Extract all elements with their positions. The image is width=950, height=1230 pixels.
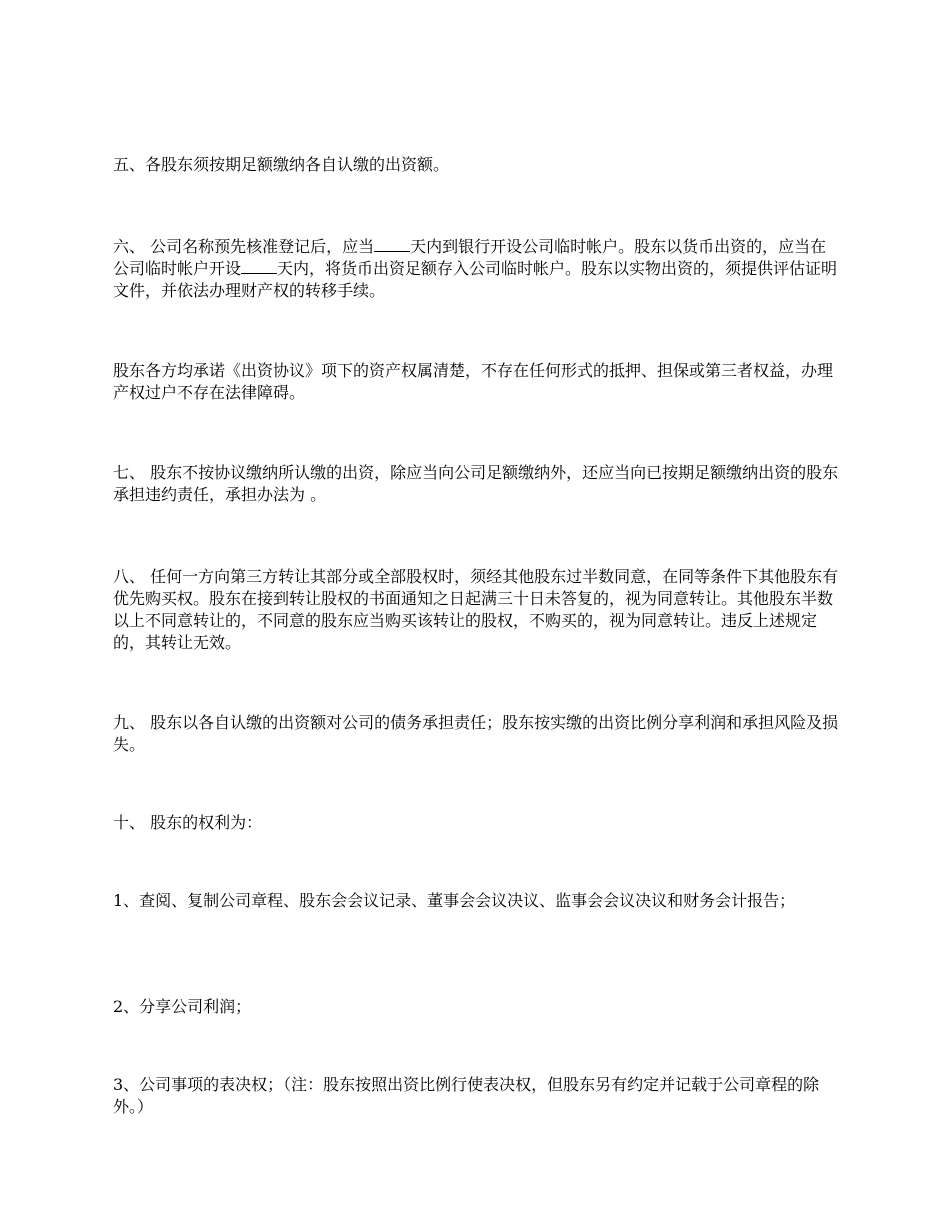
clause-6-part-b: 天内到银行开设公司临时帐户。股东以货币出资的，应当在公司临时帐户开设: [113, 237, 827, 278]
right-1: 1、查阅、复制公司章程、股东会会议记录、董事会会议决议、监事会会议决议和财务会计报告；: [113, 891, 796, 910]
blank-days-1: [374, 237, 410, 252]
assets-commitment: 股东各方均承诺《出资协议》项下的资产权属清楚，不存在任何形式的抵押、担保或第三者权益，办理产权过户不存在法律障碍。: [113, 361, 834, 402]
right-3: 3、公司事项的表决权；（注：股东按照出资比例行使表决权，但股东另有约定并记载于公司章程的除外。）: [113, 1075, 820, 1116]
clause-6-part-c: 天内，将货币出资足额存入公司临时帐户。股东以实物出资的，须提供评估证明文件，并依法办理财产权的转移手续。: [113, 259, 838, 300]
clause-9: 九、 股东以各自认缴的出资额对公司的债务承担责任；股东按实缴的出资比例分享利润和承担风险及损失。: [113, 713, 839, 754]
clause-5: 五、各股东须按期足额缴纳各自认缴的出资额。: [113, 155, 450, 174]
clause-7: 七、 股东不按协议缴纳所认缴的出资，除应当向公司足额缴纳外，还应当向已按期足额缴纳出资的股东承担违约责任，承担办法为 。: [113, 463, 839, 504]
clause-6-part-a: 六、 公司名称预先核准登记后，应当: [113, 237, 375, 256]
clause-6: [113, 236, 841, 302]
right-2: 2、分享公司利润；: [113, 997, 252, 1016]
clause-10: 十、 股东的权利为：: [113, 813, 263, 832]
blank-days-2: [241, 259, 277, 274]
clause-8: 八、 任何一方向第三方转让其部分或全部股权时，须经其他股东过半数同意，在同等条件下其他股东有优先购买权。股东在接到转让股权的书面通知之日起满三十日未答复的，视为同意转让。其他股东半数以上不同意转让的，不同意的股东应当购买该转让的股权，不购买的，视为同意转让。违反上述规定的，其转让无效。: [113, 567, 839, 652]
